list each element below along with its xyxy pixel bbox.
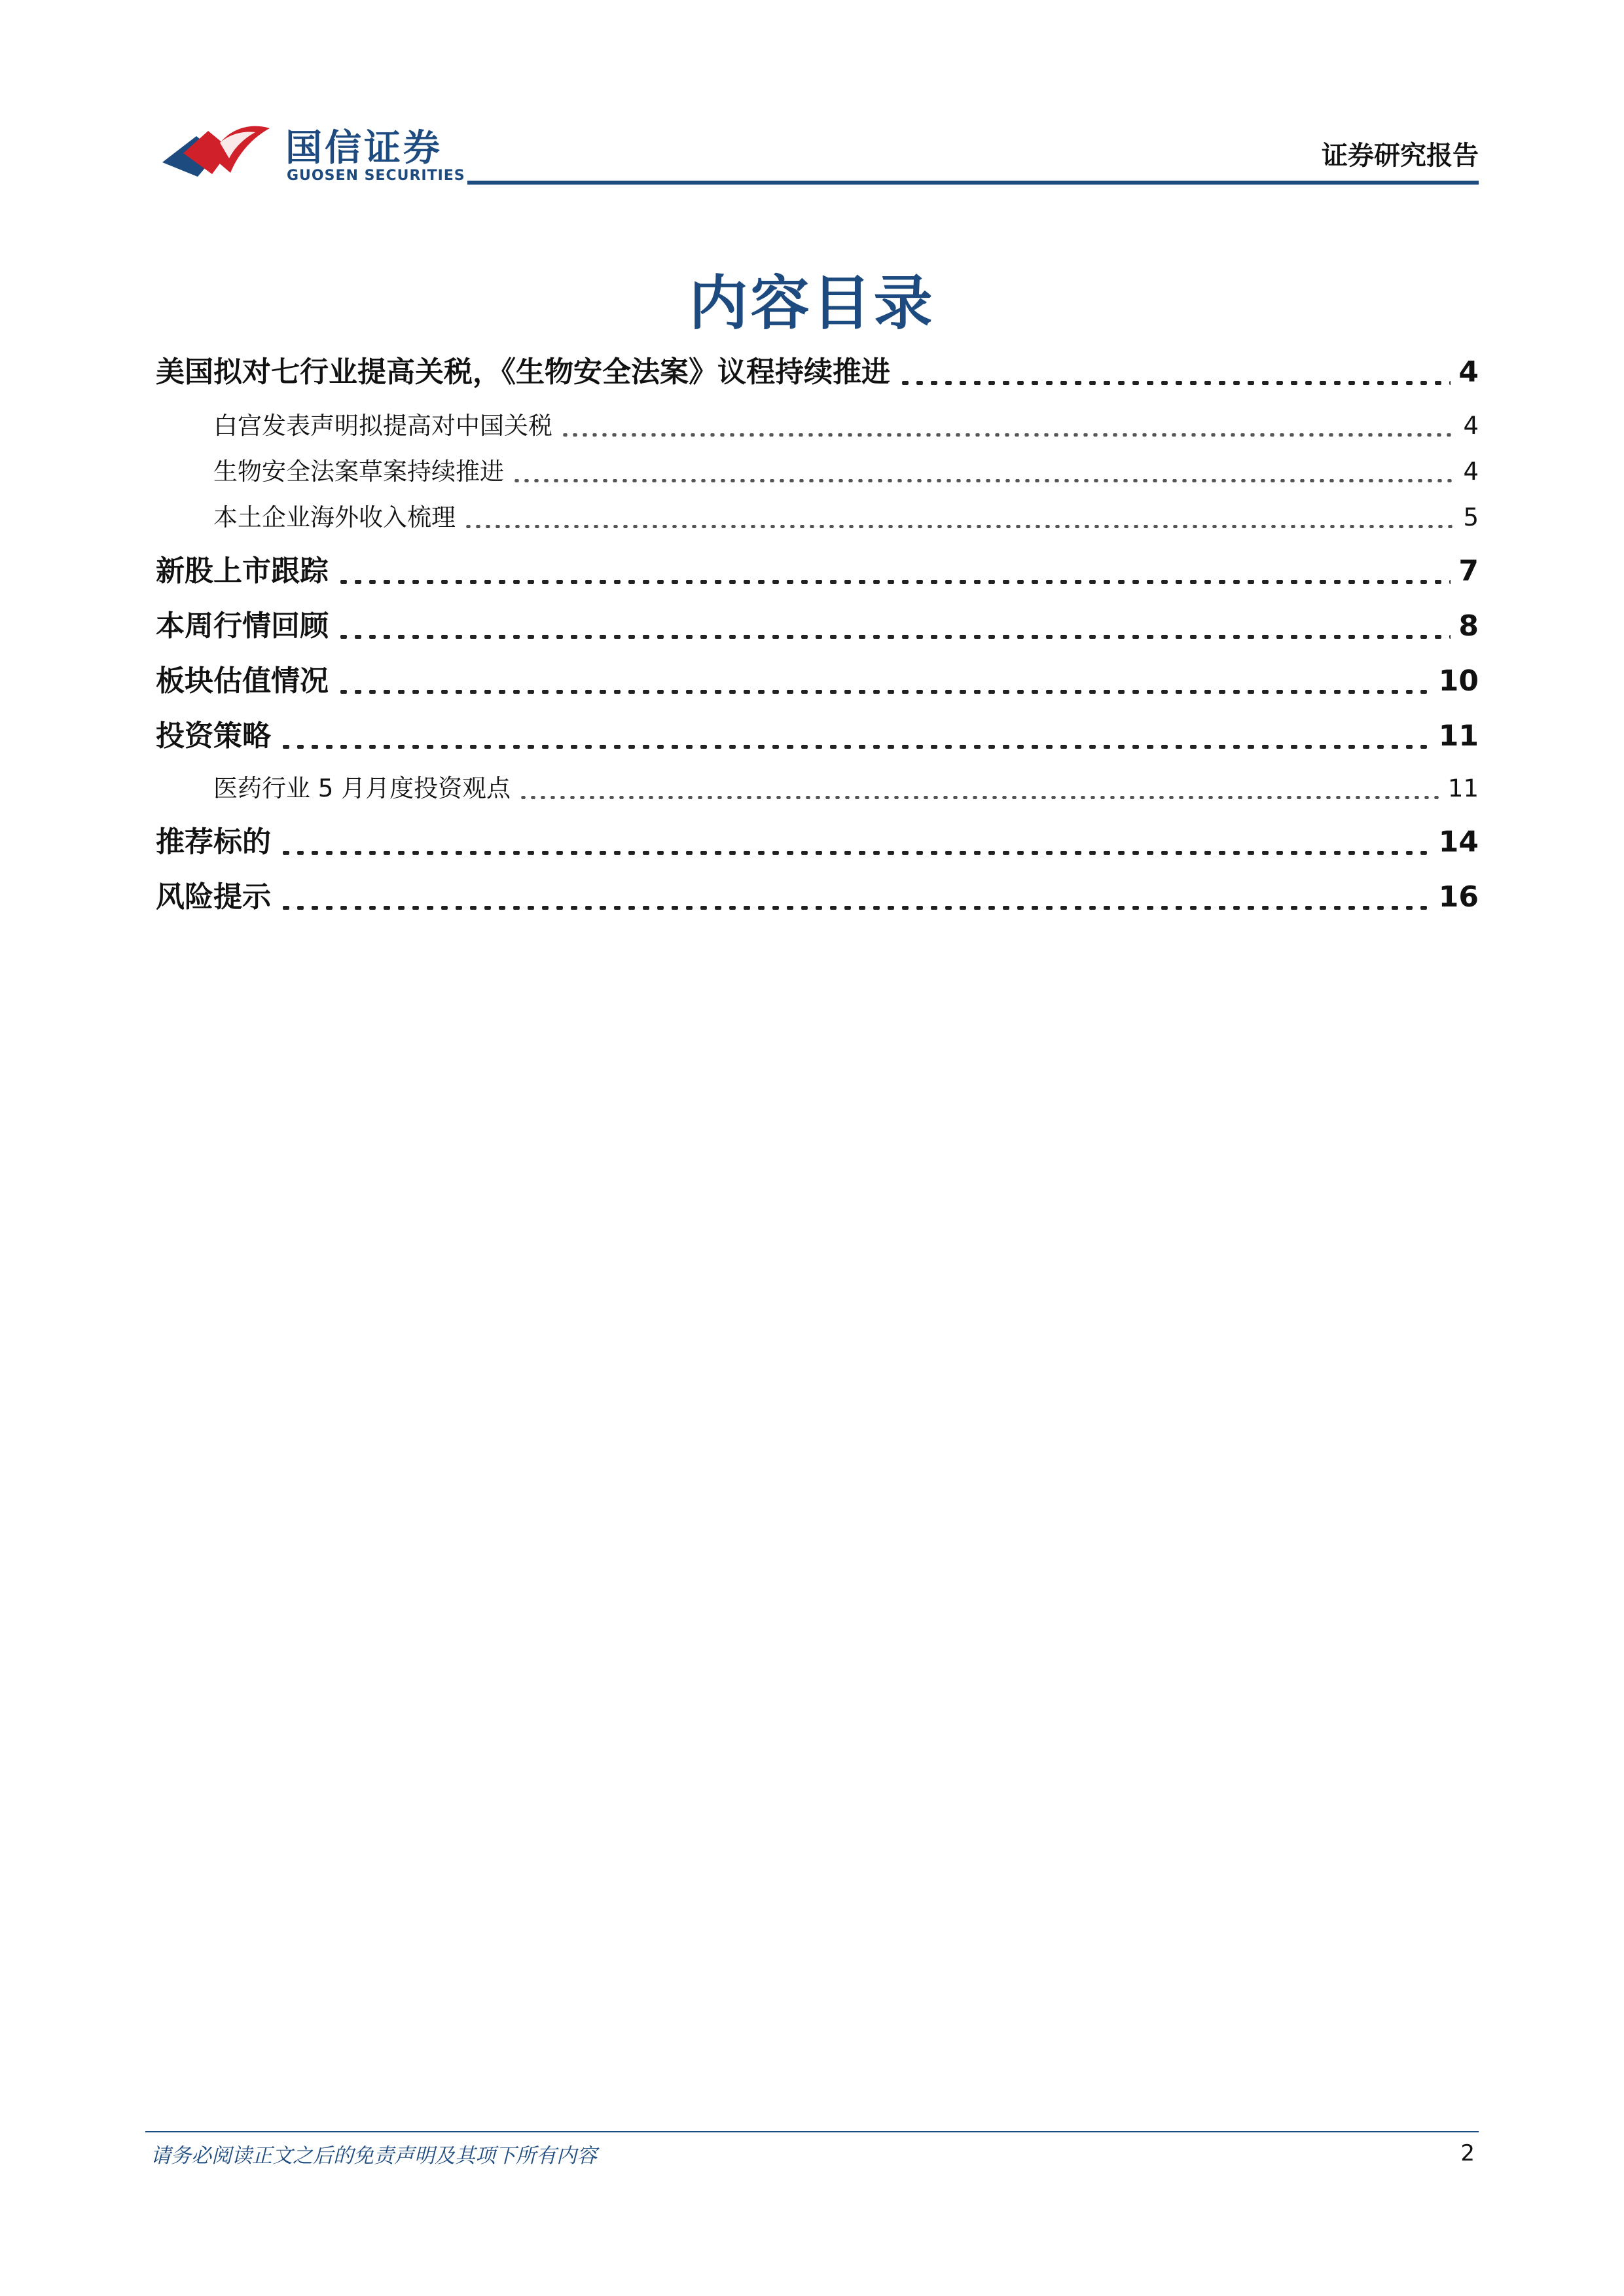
toc-entry-text: 本土企业海外收入梳理 [213,503,456,531]
toc-entry-risk-warning[interactable] [156,873,1479,915]
toc-entry-text: 板块估值情况 [156,664,329,698]
toc-leader-dots [279,906,1431,910]
toc-entry-monthly-view[interactable] [213,768,1479,804]
toc-leader-dots [279,851,1431,855]
company-logo [157,117,465,188]
toc-entry-page: 7 [1458,554,1479,588]
toc-entry-page: 5 [1463,503,1479,531]
toc-title: 内容目录 [689,269,935,338]
toc-entry-text: 白宫发表声明拟提高对中国关税 [213,412,552,440]
toc-entry-tariff-biosecure[interactable] [156,348,1479,390]
toc-leader-dots [463,525,1455,528]
toc-leader-dots [336,580,1451,584]
footer-divider [145,2131,1479,2132]
toc-entry-text: 医药行业 5 月月度投资观点 [213,774,511,802]
footer-page-number: 2 [1460,2140,1475,2166]
toc-entry-text: 投资策略 [156,719,271,753]
toc-entry-page: 11 [1438,719,1479,753]
toc-leader-dots [336,690,1431,694]
toc-entry-investment-strategy[interactable] [156,712,1479,754]
toc-entry-ipo-tracking[interactable] [156,547,1479,589]
toc-entry-valuation[interactable] [156,657,1479,699]
toc-entry-page: 10 [1438,664,1479,698]
report-type-label: 证券研究报告 [1322,141,1479,171]
toc-entry-page: 4 [1463,457,1479,486]
toc-entry-page: 8 [1458,609,1479,643]
toc-entry-page: 16 [1438,880,1479,914]
toc-entry-text: 美国拟对七行业提高关税，《生物安全法案》议程持续推进 [156,355,890,389]
toc-entry-text: 推荐标的 [156,825,271,859]
toc-leader-dots [336,635,1451,639]
toc-entry-page: 4 [1463,412,1479,440]
toc-entry-text: 本周行情回顾 [156,609,329,643]
toc-entry-page: 11 [1447,774,1479,802]
toc-entry-overseas-revenue[interactable] [213,497,1479,533]
toc-leader-dots [279,745,1431,749]
toc-leader-dots [560,433,1455,437]
toc-entry-page: 14 [1438,825,1479,859]
toc-entry-text: 风险提示 [156,880,271,914]
toc-leader-dots [518,796,1440,799]
logo-chinese-name: 国信证券 [285,127,442,170]
footer-disclaimer: 请务必阅读正文之后的免责声明及其项下所有内容 [151,2144,597,2168]
toc-leader-dots [898,381,1451,385]
toc-entry-weekly-review[interactable] [156,602,1479,644]
guosen-logo-icon [157,117,275,188]
header-divider [467,181,1479,185]
toc-entry-recommended-stocks[interactable] [156,818,1479,860]
toc-entry-biosecure-draft[interactable] [213,452,1479,487]
toc-entry-whitehouse-tariff[interactable] [213,406,1479,441]
toc-entry-text: 新股上市跟踪 [156,554,329,588]
logo-english-name: GUOSEN SECURITIES [287,168,465,184]
toc-entry-page: 4 [1458,355,1479,389]
toc-leader-dots [512,479,1455,482]
toc-entry-text: 生物安全法案草案持续推进 [213,457,504,486]
